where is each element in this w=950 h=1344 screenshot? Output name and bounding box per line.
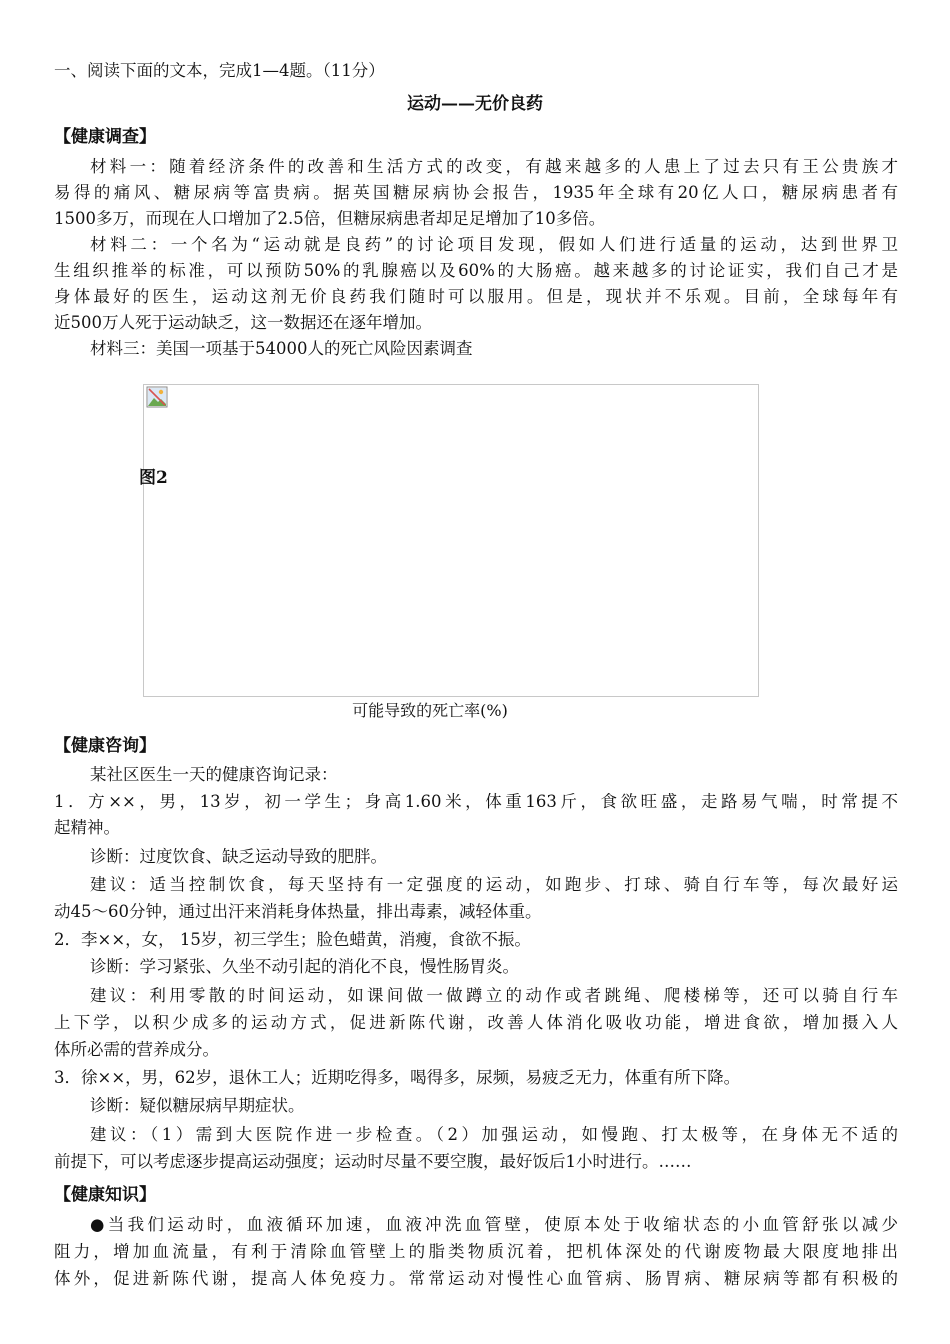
survey-line: 易得的痛风、糖尿病等富贵病。据英国糖尿病协会报告，1935年全球有20亿人口，糖尿病患者有	[54, 183, 898, 202]
consult-line: 建议：适当控制饮食，每天坚持有一定强度的运动，如跑步、打球、骑自行车等，每次最好运	[90, 875, 898, 894]
survey-line: 材料二：一个名为“运动就是良药”的讨论项目发现，假如人们进行适量的运动，达到世界卫	[90, 235, 898, 254]
survey-line: 材料三：美国一项基于54000人的死亡风险因素调查	[90, 339, 473, 358]
survey-line: 材料一：随着经济条件的改善和生活方式的改变，有越来越多的人患上了过去只有王公贵族才	[90, 157, 898, 176]
figure-caption: 可能导致的死亡率(%)	[352, 701, 508, 720]
consult-line: 诊断：过度饮食、缺乏运动导致的肥胖。	[90, 847, 387, 866]
consult-line: 诊断：学习紧张、久坐不动引起的消化不良，慢性肠胃炎。	[90, 957, 519, 976]
consult-line: 动45～60分钟，通过出汗来消耗身体热量，排出毒素，减轻体重。	[54, 902, 542, 921]
consult-line: 建议：（1）需到大医院作进一步检查。（2）加强运动，如慢跑、打太极等，在身体无不适的	[90, 1125, 898, 1144]
section-heading-consult: 【健康咨询】	[54, 736, 156, 756]
section-heading-knowledge: 【健康知识】	[54, 1185, 156, 1205]
section-heading-survey: 【健康调查】	[54, 127, 156, 147]
survey-line: 1500多万，而现在人口增加了2.5倍，但糖尿病患者却足足增加了10多倍。	[54, 209, 606, 228]
survey-line: 身体最好的医生，运动这剂无价良药我们随时可以服用。但是，现状并不乐观。目前，全球每年有	[54, 287, 898, 306]
consult-line: 某社区医生一天的健康咨询记录：	[90, 765, 338, 784]
knowledge-line: 体外，促进新陈代谢，提高人体免疫力。常常运动对慢性心血管病、肠胃病、糖尿病等都有积极的	[54, 1269, 898, 1288]
figure-label: 图2	[139, 468, 168, 488]
figure-frame	[143, 384, 759, 697]
consult-line: 1．方××，男，13岁，初一学生；身高1.60米，体重163斤，食欲旺盛，走路易气喘，时常提不	[54, 792, 898, 811]
article-title: 运动——无价良药	[407, 94, 543, 114]
broken-image-icon	[146, 386, 168, 408]
survey-line: 生组织推举的标准，可以预防50%的乳腺癌以及60%的大肠癌。越来越多的讨论证实，我们自己才是	[54, 261, 898, 280]
consult-line: 起精神。	[54, 818, 120, 837]
consult-line: 上下学，以积少成多的运动方式，促进新陈代谢，改善人体消化吸收功能，增进食欲，增加摄入人	[54, 1013, 898, 1032]
consult-line: 诊断：疑似糖尿病早期症状。	[90, 1096, 305, 1115]
knowledge-line: ●当我们运动时，血液循环加速，血液冲洗血管壁，使原本处于收缩状态的小血管舒张以减少	[90, 1215, 898, 1234]
consult-line: 体所必需的营养成分。	[54, 1040, 219, 1059]
question-intro: 一、阅读下面的文本，完成1—4题。（11分）	[54, 61, 385, 80]
knowledge-line: 阻力，增加血流量，有利于清除血管壁上的脂类物质沉着，把机体深处的代谢废物最大限度地排出	[54, 1242, 898, 1261]
consult-line: 2．李××，女， 15岁，初三学生；脸色蜡黄，消瘦，食欲不振。	[54, 930, 531, 949]
consult-line: 3．徐××，男，62岁，退休工人；近期吃得多，喝得多，尿频，易疲乏无力，体重有所下降。	[54, 1068, 741, 1087]
consult-line: 建议：利用零散的时间运动，如课间做一做蹲立的动作或者跳绳、爬楼梯等，还可以骑自行车	[90, 986, 898, 1005]
consult-line: 前提下，可以考虑逐步提高运动强度；运动时尽量不要空腹，最好饭后1小时进行。……	[54, 1152, 692, 1171]
survey-line: 近500万人死于运动缺乏，这一数据还在逐年增加。	[54, 313, 432, 332]
